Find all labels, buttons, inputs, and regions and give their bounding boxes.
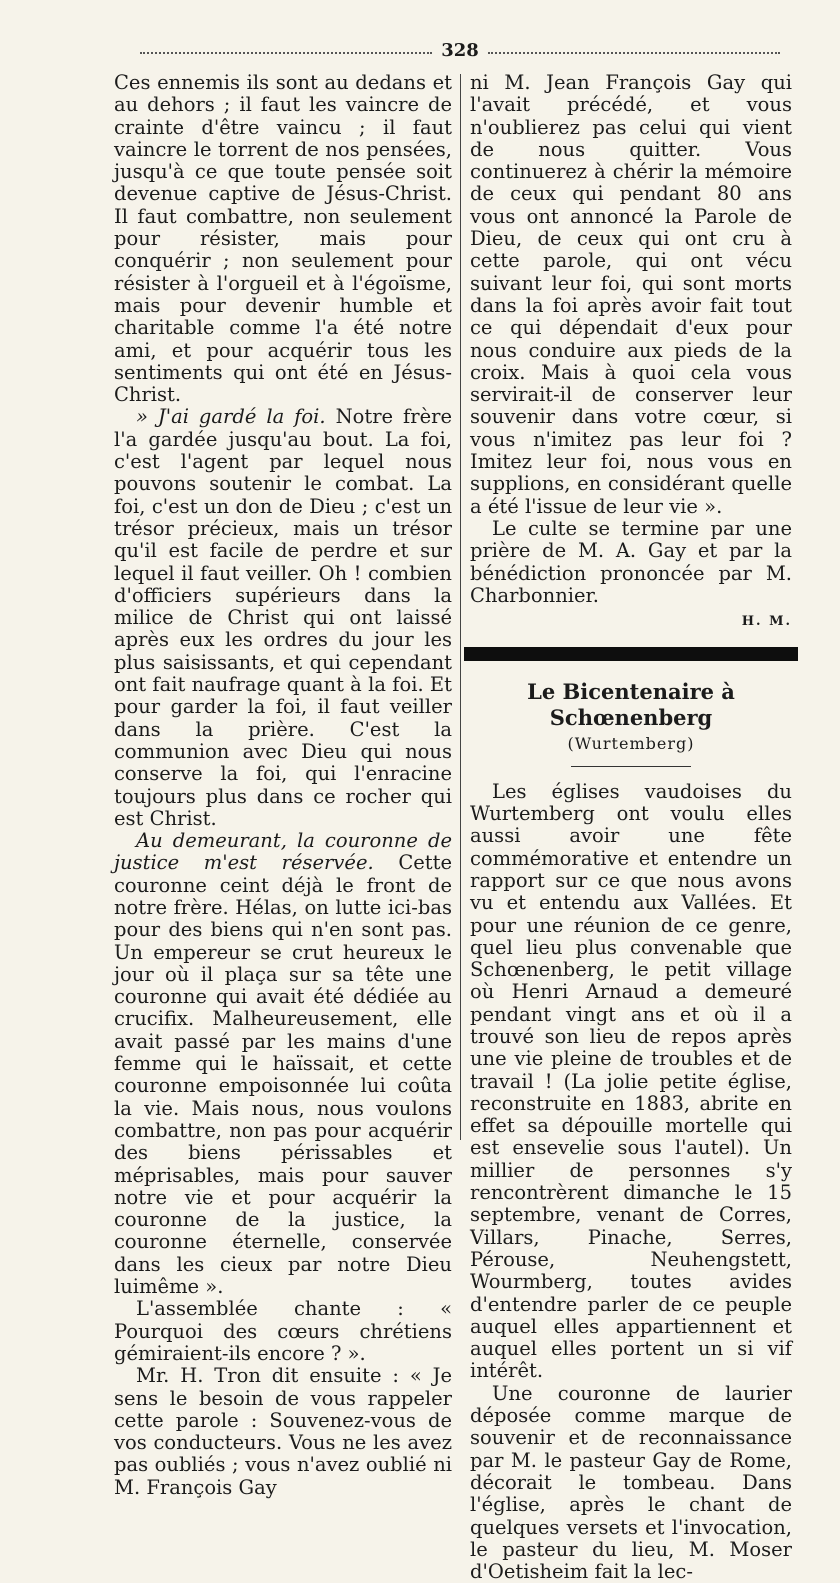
right-column bbox=[470, 72, 792, 1583]
article-title: Le Bicentenaire à Schœnenberg bbox=[527, 679, 735, 731]
left-paragraph-2-text: Notre frère l'a gardée jusqu'au bout. La foi, c'est l'agent par lequel nous pouvons soutenir le combat. La foi, c'est un don de Dieu ; c'est un trésor précieux, mais un trésor qu'il est facile de perdre et sur lequel il faut veiller. Oh ! combien d'officiers supérieurs dans la milice de Christ qui ont laissé après eux les ordres du jour les plus saisissants, et qui cependant ont fait naufrage quant à la foi. Et pour garder la foi, il faut veiller dans la prière. C'est la communion avec Dieu qui nous conserve la foi, qui l'enracine toujours plus dans ce rocher qui est Christ. bbox=[114, 405, 452, 830]
left-paragraph-5: Mr. H. Tron dit ensuite : « Je sens le besoin de vous rappeler cette parole : Souvenez-vous de vos conducteurs. Vous ne les avez pas oubliés ; vous n'avez oublié ni M. François Gay bbox=[114, 1364, 452, 1499]
left-paragraph-4: L'assemblée chante : « Pourquoi des cœurs chrétiens gémiraient-ils encore ? ». bbox=[114, 1297, 452, 1365]
left-paragraph-3-text: Cette couronne ceint déjà le front de notre frère. Hélas, on lutte ici-bas pour des biens qui n'en sont pas. Un empereur se crut heureux le jour où il plaça sur sa tête une couronne qui avait été dédiée au crucifix. Malheureusement, elle avait passé par les mains d'une femme qui le haïssait, et cette couronne empoisonnée lui coûta la vie. Mais nous, nous voulons combattre, non pas pour acquérir des biens périssables et méprisables, mais pour sauver notre vie et pour acquérir la couronne de la justice, la couronne éternelle, conservée dans les cieux par notre Dieu luimême ». bbox=[114, 851, 452, 1299]
header-rule-left bbox=[140, 52, 432, 54]
right-paragraph-4: Une couronne de laurier déposée comme marque de souvenir et de reconnaissance par M. le pasteur Gay de Rome, décorait le tombeau. Dans l'église, après le chant de quelques versets et l'invocation, le pasteur du lieu, M. Moser d'Oetisheim fait la lec- bbox=[470, 1381, 792, 1583]
left-paragraph-3 bbox=[114, 830, 452, 1298]
right-paragraph-1: ni M. Jean François Gay qui l'avait précédé, et vous n'oublierez pas celui qui vient de nous quitter. Vous continuerez à chérir la mémoire de ceux qui pendant 80 ans vous ont annoncé la Parole de Dieu, de ceux qui ont cru à cette parole, qui ont vécu suivant leur foi, qui sont morts dans la foi après avoir fait tout ce qui dépendait d'eux pour nous conduire aux pieds de la croix. Mais à quoi cela vous servirait-il de conserver leur souvenir dans votre cœur, si vous n'imitez pas leur foi ? Imitez leur foi, nous vous en supplions, en considérant quelle a été l'issue de leur vie ». bbox=[470, 71, 792, 518]
left-column bbox=[114, 72, 452, 1499]
page-number: 328 bbox=[441, 40, 479, 61]
column-divider bbox=[460, 74, 461, 1140]
left-paragraph-1: Ces ennemis ils sont au dedans et au dehors ; il faut les vaincre de crainte d'être vaincu ; il faut vaincre le torrent de nos pensées, jusqu'à ce que toute pensée soit devenue captive de Jésus-Christ. Il faut combattre, non seulement pour résister, mais pour conquérir ; non seulement pour résister à l'orgueil et à l'égoïsme, mais pour devenir humble et charitable comme l'a été notre ami, et pour acquérir tous les sentiments qui ont été en Jésus-Christ. bbox=[114, 71, 452, 407]
page-header bbox=[140, 40, 780, 64]
header-rule-right bbox=[488, 52, 780, 54]
right-paragraph-3: Les églises vaudoises du Wurtemberg ont voulu elles aussi avoir une fête commémorative et entendre un rapport sur ce que nous avons vu et entendu aux Vallées. Et pour une réunion de ce genre, quel lieu plus convenable que Schœnenberg, le petit village où Henri Arnaud a demeuré pendant vingt ans et où il a trouvé son lieu de repos après une vie pleine de troubles et de travail ! (La jolie petite église, reconstruite en 1883, abrite en effet sa dépouille mortelle qui est ensevelie sous l'autel). Un millier de personnes s'y rencontrèrent dimanche le 15 septembre, venant de Corres, Villars, Pinache, Serres, Pérouse, Neuhengstett, Wourmberg, toutes avides d'entendre parler de ce peuple auquel elles appartiennent et auquel elles portent un si vif intérêt. bbox=[470, 779, 792, 1383]
scripture-quote-faith: » J'ai gardé la foi. bbox=[136, 405, 326, 429]
subtitle-rule bbox=[571, 766, 691, 767]
author-signature: H. M. bbox=[741, 614, 792, 630]
scripture-quote-crown: Au demeurant, la couronne de justice m'est réservée. bbox=[114, 829, 452, 875]
article-subtitle: (Wurtemberg) bbox=[567, 734, 695, 754]
section-separator bbox=[464, 647, 798, 661]
left-paragraph-2 bbox=[114, 406, 452, 830]
right-paragraph-2: Le culte se termine par une prière de M. A. Gay et par la bénédiction prononcée par M. Charbonnier. bbox=[470, 516, 792, 607]
